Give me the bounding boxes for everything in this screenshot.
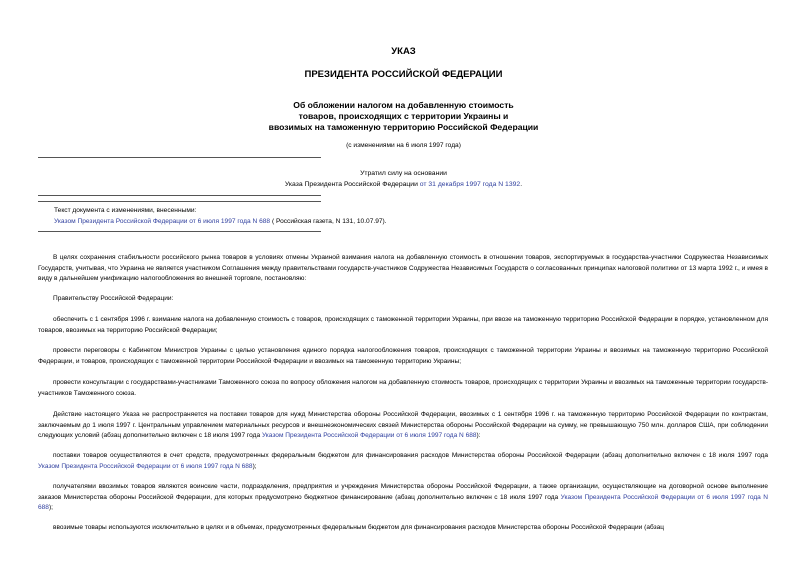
paragraph-text: Действие настоящего Указа не распространяется на поставки товаров для нужд Министерства обороны Российской Федерации, ввозимых с 1 сентября 1996 г. на таможенную территорию Российской Федерации по контрактам, заключаемым до 1 июля 1997 г. Центральным управлением материальных ресурсов и внешнеэкономических связей Министерства обороны Российской Федерации на сумму, не превышающую 750 млн. долларов США, при соблюдении следующих условий (абзац дополнительно включен с 18 июля 1997 года (38, 411, 768, 440)
paragraph-text: обеспечить с 1 сентября 1996 г. взимание налога на добавленную стоимость с товаров, происходящих с таможенной территории Украины, при ввозе на таможенную территорию Российской Федерации в порядке, установленном для товаров, ввозимых на территорию Российской Федерации; (38, 316, 768, 334)
paragraph-text: ввозимые товары используются исключительно в целях и в объемах, предусмотренных федеральным бюджетом для финансирования расходов Министерства обороны Российской Федерации (абзац (53, 524, 664, 531)
issuer-title: ПРЕЗИДЕНТА РОССИЙСКОЙ ФЕДЕРАЦИИ (304, 69, 503, 80)
paragraph-text: В целях сохранения стабильности российского рынка товаров в условиях отмены Украиной взимания налога на добавленную стоимость в отношении товаров, экспортируемых в государства-участники Содружества Независимых Государств, учитывая, что Украина не является участником Соглашения между правительствами государств-участников Содружества Независимых Государств о согласованных принципах налоговой политики от 13 марта 1992 г., и имея в виду в дальнейшем унификацию налогообложения во внешней торговле, постановляю: (38, 254, 768, 283)
repeal-prefix: Указа Президента Российской Федерации (284, 181, 418, 188)
paragraph-text: Правительству Российской Федерации: (53, 295, 174, 302)
amendment-decree-link[interactable]: Указом Президента Российской Федерации от 6 июля 1997 года N 688 (38, 493, 768, 512)
paragraph-text-end: ); (252, 462, 257, 470)
paragraph-negotiations (38, 346, 768, 367)
edition-note: (с изменениями на 6 июля 1997 года) (346, 142, 461, 149)
divider (38, 195, 321, 196)
amendments-label: Текст документа с изменениями, внесенными: (54, 207, 197, 214)
subject-line-2: товаров, происходящих с территории Украины и (298, 111, 509, 121)
divider (38, 157, 321, 158)
paragraph-exemption (38, 410, 768, 442)
subject-line-1: Об обложении налогом на добавленную стоимость (293, 100, 514, 110)
paragraph-consultations (38, 378, 768, 399)
paragraph-text-end: ): (476, 432, 481, 440)
paragraph-ensure (38, 315, 768, 336)
paragraph-condition-1 (38, 451, 768, 472)
amendment-decree-link[interactable]: Указом Президента Российской Федерации от 6 июля 1997 года N 688 (261, 432, 477, 440)
paragraph-preamble (38, 253, 768, 285)
divider (38, 201, 321, 202)
repeal-line-2 (0, 181, 807, 188)
amendments-line (54, 217, 387, 227)
paragraph-government (38, 294, 768, 305)
paragraph-text-end: ); (48, 504, 53, 512)
repeal-suffix: . (520, 181, 523, 188)
repeal-line-1: Утратил силу на основании (360, 170, 447, 177)
amendment-source: ( Российская газета, N 131, 10.07.97). (270, 218, 387, 225)
paragraph-condition-3 (38, 523, 768, 534)
amendment-decree-link[interactable]: Указом Президента Российской Федерации от 6 июля 1997 года N 688 (54, 218, 271, 225)
repeal-decree-link[interactable]: от 31 декабря 1997 года N 1392 (419, 181, 521, 188)
document-subject (0, 100, 807, 133)
paragraph-text: провести переговоры с Кабинетом Министров Украины с целью установления единого порядка налогообложения товаров, происходящих с таможенной территории Украины и ввозимых на таможенную территорию Российской Федерации, и товаров, происходящих с таможенной территории Российской Федерации и ввозимых на таможенную территорию Украины; (38, 347, 768, 365)
paragraph-condition-2 (38, 482, 768, 514)
divider (38, 231, 321, 232)
document-type-title: УКАЗ (391, 46, 416, 57)
paragraph-text: провести консультации с государствами-участниками Таможенного союза по вопросу обложения налогом на добавленную стоимость товаров, происходящих с территории Украины и ввозимых на таможенные территории государств-участников Таможенного союза. (38, 379, 768, 397)
subject-line-3: ввозимых на таможенную территорию Российской Федерации (268, 122, 539, 132)
paragraph-text: получателями ввозимых товаров являются воинские части, подразделения, предприятия и учреждения Министерства обороны Российской Федерации, а также организации, осуществляющие на договорной основе выполнение заказов Министерства обороны Российской Федерации, для которых предусмотрено бюджетное финансирование (абзац дополнительно включен с 18 июля 1997 года (38, 483, 768, 501)
paragraph-text: поставки товаров осуществляются в счет средств, предусмотренных федеральным бюджетом для финансирования расходов Министерства обороны Российской Федерации (абзац дополнительно включен с 18 июля 1997 года (53, 452, 768, 459)
amendment-decree-link[interactable]: Указом Президента Российской Федерации от 6 июля 1997 года N 688 (38, 462, 253, 470)
